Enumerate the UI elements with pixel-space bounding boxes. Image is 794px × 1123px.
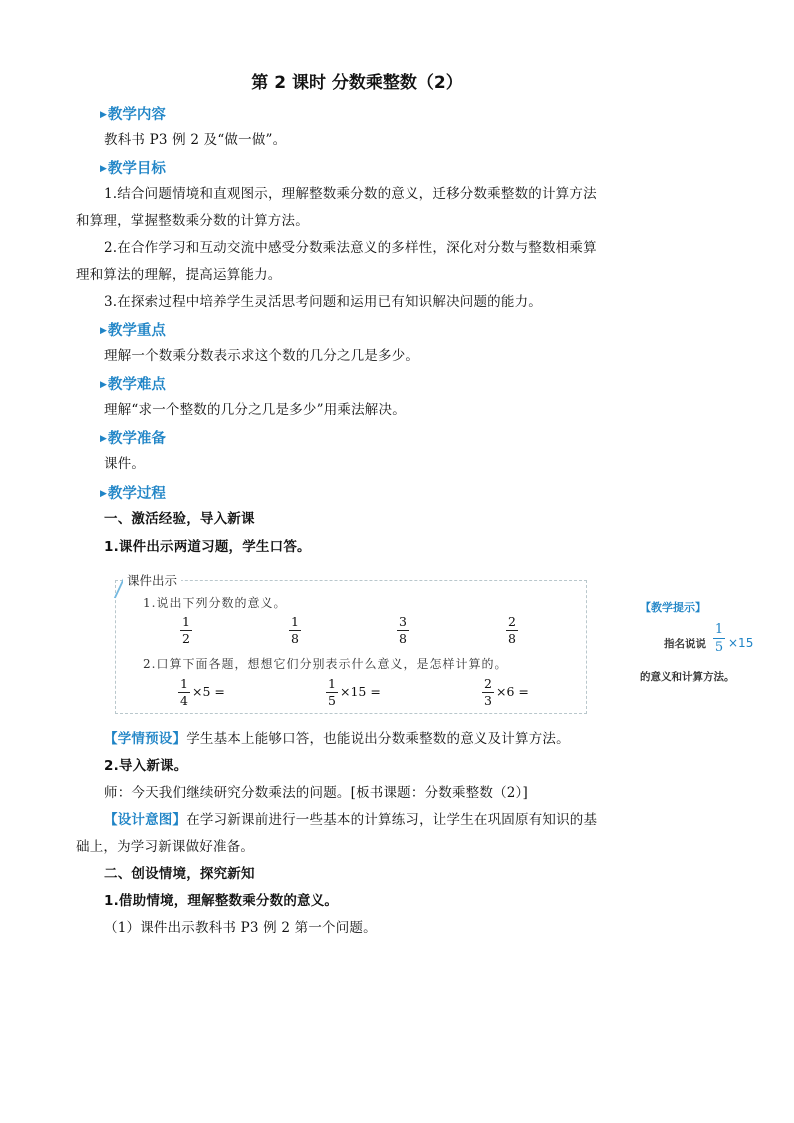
prep-text: 课件。 [104,456,146,472]
difficulty-text: 理解“求一个整数的几分之几是多少”用乘法解决。 [104,402,406,418]
triangle-icon: ▶ [100,380,107,390]
section-key-point: ▶教学重点 [100,323,166,339]
fraction-2: 1 8 [289,615,301,646]
hint-line-2: 的意义和计算方法。 [640,671,735,683]
hint-fraction: 1 5 [714,622,724,655]
triangle-icon: ▶ [100,326,107,336]
courseware-q2: 2.口算下面各题，想想它们分别表示什么意义，是怎样计算的。 [143,657,508,671]
teacher-text: 师：今天我们继续研究分数乘法的问题。[板书课题：分数乘整数（2）] [104,785,528,801]
fraction-4: 2 8 [506,615,518,646]
goal-1-line-1: 1.结合问题情境和直观图示，理解整数乘分数的意义，迁移分数乘整数的计算方法 [104,186,597,202]
section-process: ▶教学过程 [100,486,166,502]
triangle-icon: ▶ [100,164,107,174]
design-paragraph-line-1: 【设计意图】在学习新课前进行一些基本的计算练习，让学生在巩固原有知识的基 [104,812,598,828]
step-2: 2.导入新课。 [104,758,188,774]
section-preparation: ▶教学准备 [100,431,166,447]
hint-tail: ×15 [728,636,754,650]
expr-3-rest: ×6 = [496,684,529,699]
expr-3-fraction: 2 3 [482,677,494,708]
triangle-icon: ▶ [100,434,107,444]
xueqing-tag: 【学情预设】 [104,731,187,747]
goal-1-line-2: 和算理，掌握整数乘分数的计算方法。 [76,213,309,229]
sub-step-1: （1）课件出示教科书 P3 例 2 第一个问题。 [104,920,377,936]
expr-1-fraction: 1 4 [178,677,190,708]
hint-line-1: 指名说说 [664,638,706,650]
goal-2-line-2: 理和算法的理解，提高运算能力。 [76,267,282,283]
expr-1-rest: ×5 = [192,684,225,699]
step-1: 1.课件出示两道习题，学生口答。 [104,539,311,555]
section-difficulty: ▶教学难点 [100,377,166,393]
content-text: 教科书 P3 例 2 及“做一做”。 [104,132,287,148]
hint-title: 【教学提示】 [640,601,706,614]
section-teaching-goals: ▶教学目标 [100,161,166,177]
xueqing-paragraph: 【学情预设】学生基本上能够口答，也能说出分数乘整数的意义及计算方法。 [104,731,570,747]
key-text: 理解一个数乘分数表示求这个数的几分之几是多少。 [104,348,420,364]
section-teaching-content: ▶教学内容 [100,107,166,123]
part-2-heading: 二、创设情境，探究新知 [104,866,255,882]
expr-2-fraction: 1 5 [326,677,338,708]
design-paragraph-line-2: 础上，为学习新课做好准备。 [76,839,255,855]
fraction-3: 3 8 [397,615,409,646]
fraction-1: 1 2 [180,615,192,646]
courseware-tab: 课件出示 [123,571,181,589]
part-1-heading: 一、激活经验，导入新课 [104,511,255,527]
design-tag: 【设计意图】 [104,812,187,828]
triangle-icon: ▶ [100,110,107,120]
goal-3: 3.在探索过程中培养学生灵活思考问题和运用已有知识解决问题的能力。 [104,294,542,310]
page-title: 第 2 课时 分数乘整数（2） [251,73,463,93]
expr-2-rest: ×15 = [340,684,381,699]
step-3: 1.借助情境，理解整数乘分数的意义。 [104,893,339,909]
courseware-q1: 1.说出下列分数的意义。 [143,596,287,610]
goal-2-line-1: 2.在合作学习和互动交流中感受分数乘法意义的多样性，深化对分数与整数相乘算 [104,240,597,256]
triangle-icon: ▶ [100,489,107,499]
